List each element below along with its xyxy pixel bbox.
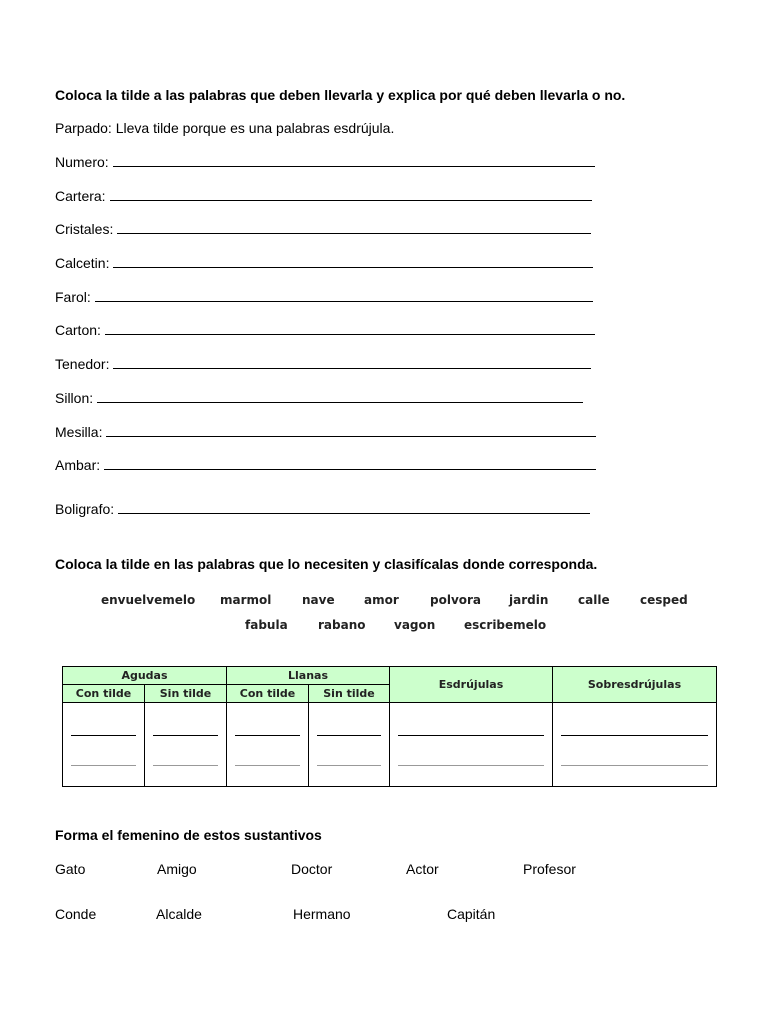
word-label: Boligrafo: — [55, 501, 115, 517]
noun-item: Conde — [55, 906, 97, 922]
answer-line — [398, 735, 544, 736]
word-label: Calcetin: — [55, 255, 110, 271]
answer-line — [317, 735, 381, 736]
answer-cell[interactable] — [63, 703, 145, 787]
word-label: Cristales: — [55, 221, 114, 237]
answer-blank[interactable] — [113, 356, 591, 369]
classification-table — [62, 666, 717, 787]
answer-cell[interactable] — [390, 703, 553, 787]
section3-instruction: Forma el femenino de estos sustantivos — [55, 827, 322, 843]
header-sobresdrujulas: Sobresdrújulas — [553, 667, 717, 703]
noun-item: Doctor — [291, 861, 333, 877]
header-llanas: Llanas — [227, 667, 390, 685]
word-label: Cartera: — [55, 188, 106, 204]
noun-item: Gato — [55, 861, 86, 877]
header-con-tilde: Con tilde — [227, 685, 309, 703]
word-item: nave — [302, 593, 335, 607]
word-label: Numero: — [55, 154, 109, 170]
section2-instruction: Coloca la tilde en las palabras que lo necesiten y clasifícalas donde corresponda. — [55, 556, 598, 572]
answer-blank[interactable] — [113, 255, 593, 268]
word-item: rabano — [318, 618, 366, 632]
word-item: amor — [364, 593, 399, 607]
word-label: Carton: — [55, 322, 101, 338]
header-esdrujulas: Esdrújulas — [390, 667, 553, 703]
answer-line — [235, 735, 300, 736]
noun-item: Profesor — [523, 861, 576, 877]
word-item: cesped — [640, 593, 688, 607]
header-agudas: Agudas — [63, 667, 227, 685]
word-item: escribemelo — [464, 618, 547, 632]
answer-line-tenedor — [55, 356, 591, 372]
answer-line-boligrafo — [55, 501, 590, 517]
answer-line-mesilla — [55, 424, 596, 440]
answer-cell[interactable] — [145, 703, 227, 787]
word-item: calle — [578, 593, 610, 607]
noun-item: Hermano — [293, 906, 351, 922]
answer-line-cristales — [55, 221, 591, 237]
noun-item: Actor — [406, 861, 439, 877]
word-label: Mesilla: — [55, 424, 103, 440]
answer-line-carton — [55, 322, 595, 338]
word-label: Tenedor: — [55, 356, 110, 372]
answer-blank[interactable] — [117, 221, 591, 234]
noun-item: Capitán — [447, 906, 496, 922]
answer-line-numero — [55, 154, 595, 170]
answer-line — [561, 765, 708, 766]
answer-blank[interactable] — [110, 188, 592, 201]
answer-line — [71, 735, 136, 736]
header-sin-tilde: Sin tilde — [145, 685, 227, 703]
answer-blank[interactable] — [118, 501, 590, 514]
answer-line — [561, 735, 708, 736]
answer-line-calcetin — [55, 255, 593, 271]
answer-cell[interactable] — [309, 703, 390, 787]
answer-blank[interactable] — [104, 457, 596, 470]
answer-line — [398, 765, 544, 766]
answer-line — [153, 765, 218, 766]
word-label: Farol: — [55, 289, 91, 305]
answer-cell[interactable] — [553, 703, 717, 787]
answer-blank[interactable] — [113, 154, 595, 167]
example-line: Parpado: Lleva tilde porque es una palabras esdrújula. — [55, 120, 395, 136]
answer-line-sillon — [55, 390, 583, 406]
word-label: Sillon: — [55, 390, 94, 406]
word-item: jardin — [509, 593, 549, 607]
header-con-tilde: Con tilde — [63, 685, 145, 703]
answer-blank[interactable] — [95, 289, 593, 302]
word-item: fabula — [245, 618, 288, 632]
word-item: envuelvemelo — [101, 593, 196, 607]
answer-blank[interactable] — [106, 424, 596, 437]
answer-blank[interactable] — [97, 390, 583, 403]
word-item: polvora — [430, 593, 482, 607]
answer-line-cartera — [55, 188, 592, 204]
answer-line — [317, 765, 381, 766]
answer-line — [153, 735, 218, 736]
word-item: marmol — [220, 593, 272, 607]
answer-line-ambar — [55, 457, 596, 473]
answer-line — [235, 765, 300, 766]
answer-line-farol — [55, 289, 593, 305]
header-sin-tilde: Sin tilde — [309, 685, 390, 703]
noun-item: Alcalde — [156, 906, 202, 922]
section1-instruction: Coloca la tilde a las palabras que deben llevarla y explica por qué deben llevarla o no. — [55, 87, 626, 103]
word-item: vagon — [394, 618, 436, 632]
noun-item: Amigo — [157, 861, 197, 877]
answer-cell[interactable] — [227, 703, 309, 787]
answer-blank[interactable] — [105, 322, 595, 335]
answer-line — [71, 765, 136, 766]
word-label: Ambar: — [55, 457, 101, 473]
